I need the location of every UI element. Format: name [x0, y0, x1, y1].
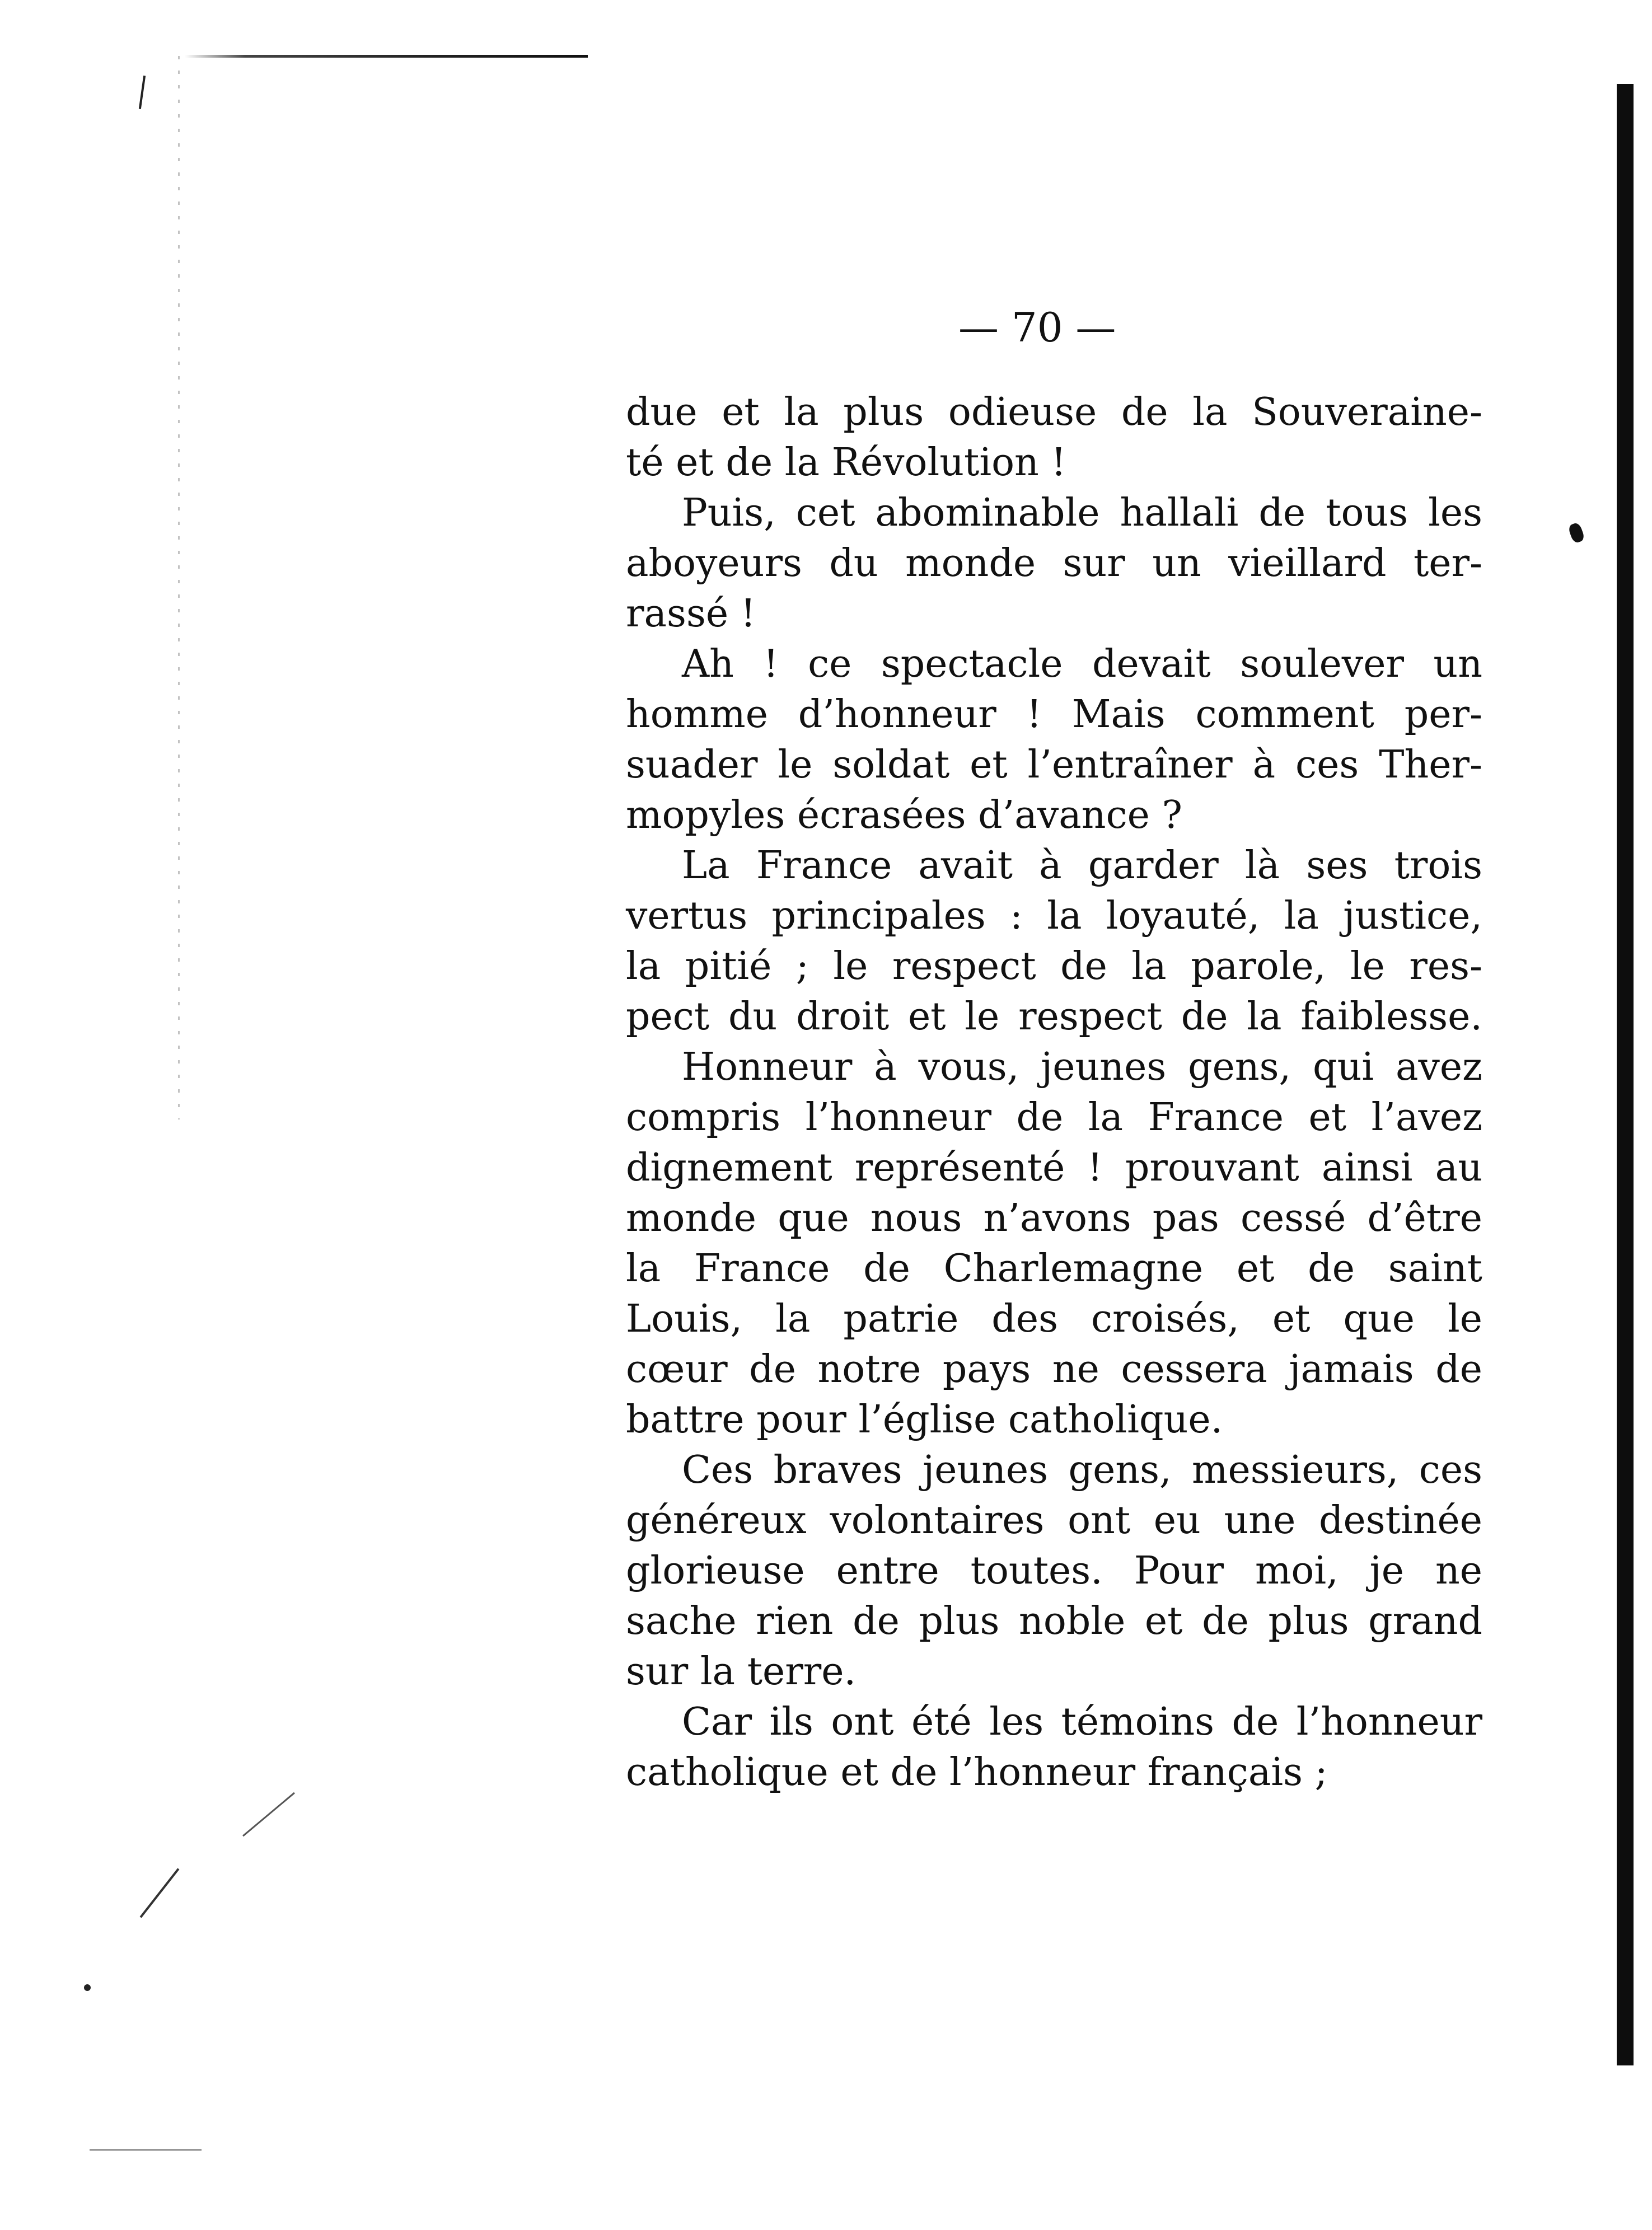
text-line: monde que nous n’avons pas cessé d’être: [626, 1196, 1482, 1240]
scan-left-edge: [178, 56, 180, 1119]
text-line: battre pour l’église catholique.: [626, 1398, 1223, 1442]
text-line: Car ils ont été les témoins de l’honneur: [682, 1700, 1482, 1744]
text-line: cœur de notre pays ne cessera jamais de: [626, 1347, 1482, 1392]
text-line: Ces braves jeunes gens, messieurs, ces: [682, 1448, 1482, 1492]
scan-speck: [139, 76, 146, 109]
text-line: aboyeurs du monde sur un vieillard ter-: [626, 541, 1482, 585]
text-line: dignement représenté ! prouvant ainsi au: [626, 1146, 1482, 1190]
text-line: homme d’honneur ! Mais comment per-: [626, 692, 1482, 737]
text-line: Puis, cet abominable hallali de tous les: [682, 491, 1482, 535]
text-line: sur la terre.: [626, 1650, 857, 1694]
text-line: Ah ! ce spectacle devait soulever un: [682, 642, 1482, 686]
text-line: Honneur à vous, jeunes gens, qui avez: [682, 1045, 1482, 1089]
scan-speck: [1567, 522, 1585, 544]
text-line: pect du droit et le respect de la faiblesse.: [626, 995, 1482, 1039]
text-line: la pitié ; le respect de la parole, le res-: [626, 944, 1482, 988]
scan-speck: [140, 1868, 180, 1918]
text-line: due et la plus odieuse de la Souveraine-: [626, 390, 1482, 434]
scan-speck: [242, 1792, 295, 1837]
page-number: — 70 —: [958, 304, 1116, 351]
scan-speck: [84, 1984, 91, 1991]
text-line: suader le soldat et l’entraîner à ces Ther-: [626, 743, 1482, 787]
scan-edge-bar: [1617, 84, 1634, 2065]
text-line: la France de Charlemagne et de saint: [626, 1247, 1482, 1291]
text-line: Louis, la patrie des croisés, et que le: [626, 1297, 1482, 1341]
text-line: compris l’honneur de la France et l’avez: [626, 1095, 1482, 1140]
text-line: rassé !: [626, 592, 756, 636]
text-line: catholique et de l’honneur français ;: [626, 1750, 1328, 1795]
scan-top-rule: [185, 55, 588, 58]
text-line: vertus principales : la loyauté, la justice,: [626, 894, 1482, 938]
body-text: [626, 387, 1482, 1798]
text-line: glorieuse entre toutes. Pour moi, je ne: [626, 1549, 1482, 1593]
text-line: La France avait à garder là ses trois: [682, 844, 1482, 888]
text-line: sache rien de plus noble et de plus grand: [626, 1599, 1482, 1643]
text-line: mopyles écrasées d’avance ?: [626, 793, 1182, 837]
scan-speck: [90, 2149, 202, 2151]
text-line: généreux volontaires ont eu une destinée: [626, 1498, 1482, 1543]
text-line: té et de la Révolution !: [626, 441, 1066, 485]
